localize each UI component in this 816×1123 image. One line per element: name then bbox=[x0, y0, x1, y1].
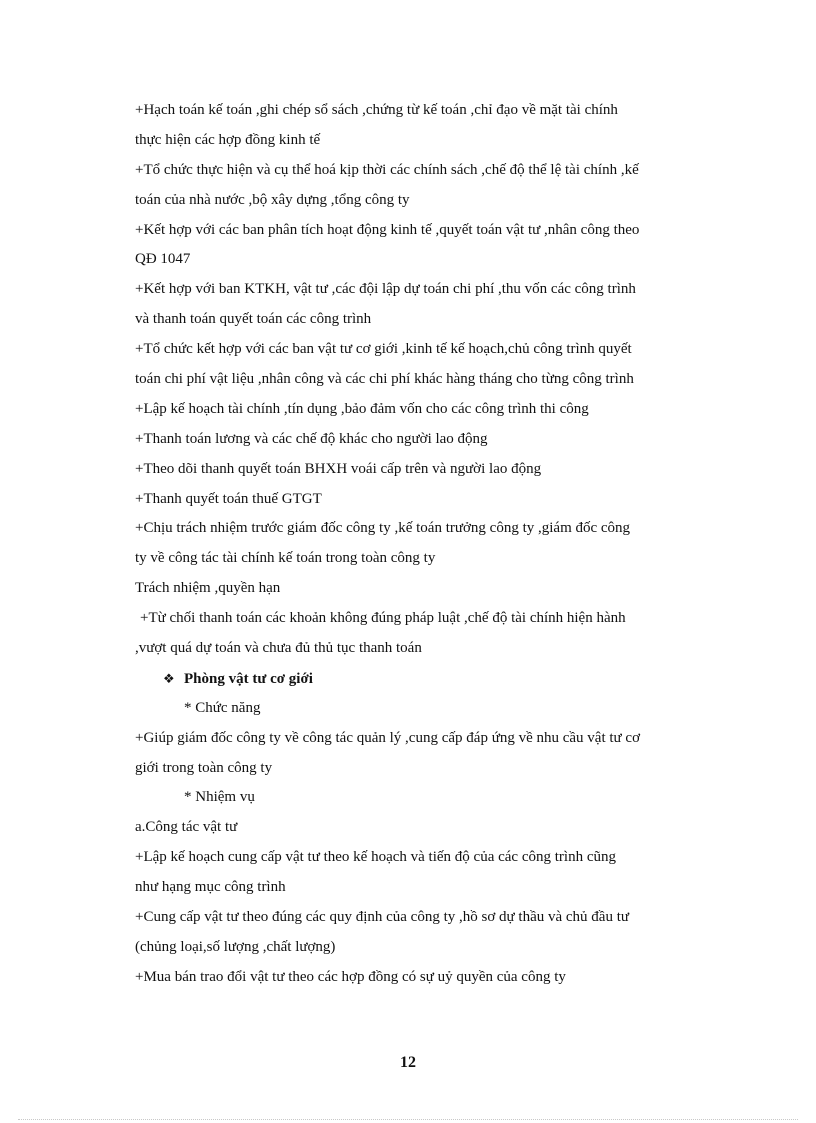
paragraph-line: +Cung cấp vật tư theo đúng các quy định của công ty ,hồ sơ dự thầu và chủ đầu tư bbox=[135, 909, 630, 926]
paragraph-line: thực hiện các hợp đồng kinh tế bbox=[135, 131, 321, 148]
paragraph-line: QĐ 1047 bbox=[135, 251, 191, 268]
duty-subheading: a.Công tác vật tư bbox=[135, 819, 238, 836]
paragraph-line: +Lập kế hoạch tài chính ,tín dụng ,bảo đảm vốn cho các công trình thi công bbox=[135, 400, 589, 417]
page-number: 12 bbox=[400, 1054, 416, 1071]
page-bottom-divider bbox=[18, 1119, 798, 1120]
diamond-bullet-icon: ❖ bbox=[163, 670, 175, 686]
paragraph-line: (chủng loại,số lượng ,chất lượng) bbox=[135, 938, 336, 955]
paragraph-line: ,vượt quá dự toán và chưa đủ thủ tục thanh toán bbox=[135, 640, 422, 657]
function-label: * Chức năng bbox=[184, 699, 261, 716]
paragraph-line: +Thanh toán lương và các chế độ khác cho người lao động bbox=[135, 430, 488, 447]
duty-label: * Nhiệm vụ bbox=[184, 789, 255, 806]
paragraph-line: +Theo dõi thanh quyết toán BHXH voái cấp trên và người lao động bbox=[135, 460, 542, 477]
paragraph-line: toán chi phí vật liệu ,nhân công và các chi phí khác hàng tháng cho từng công trình bbox=[135, 371, 634, 388]
paragraph-line: +Mua bán trao đổi vật tư theo các hợp đồng có sự uỷ quyền của công ty bbox=[135, 968, 566, 985]
paragraph-line: ty về công tác tài chính kế toán trong toàn công ty bbox=[135, 550, 436, 567]
paragraph-line: +Kết hợp với ban KTKH, vật tư ,các đội lập dự toán chi phí ,thu vốn các công trình bbox=[135, 281, 636, 298]
page-body bbox=[135, 96, 745, 993]
paragraph-line: như hạng mục công trình bbox=[135, 879, 286, 896]
paragraph-line: và thanh toán quyết toán các công trình bbox=[135, 311, 372, 328]
paragraph-line: +Chịu trách nhiệm trước giám đốc công ty ,kế toán trưởng công ty ,giám đốc công bbox=[135, 520, 631, 537]
paragraph-line: +Hạch toán kế toán ,ghi chép sổ sách ,chứng từ kế toán ,chỉ đạo về mặt tài chính bbox=[135, 102, 618, 118]
paragraph-line: giới trong toàn công ty bbox=[135, 759, 273, 776]
paragraph-line: +Kết hợp với các ban phân tích hoạt động kinh tế ,quyết toán vật tư ,nhân công theo bbox=[135, 221, 640, 238]
paragraph-line: +Thanh quyết toán thuế GTGT bbox=[135, 490, 322, 507]
paragraph-line: +Tổ chức kết hợp với các ban vật tư cơ giới ,kinh tế kế hoạch,chủ công trình quyết bbox=[135, 341, 632, 358]
subheading: Trách nhiệm ,quyền hạn bbox=[135, 580, 281, 597]
paragraph-line: +Tổ chức thực hiện và cụ thể hoá kịp thời các chính sách ,chế độ thể lệ tài chính ,kế bbox=[135, 161, 639, 178]
paragraph-line: toán của nhà nước ,bộ xây dựng ,tổng công ty bbox=[135, 191, 410, 208]
paragraph-line: +Từ chối thanh toán các khoản không đúng pháp luật ,chế độ tài chính hiện hành bbox=[140, 610, 626, 627]
section-heading bbox=[135, 664, 745, 694]
paragraph-line: +Lập kế hoạch cung cấp vật tư theo kế hoạch và tiến độ của các công trình cũng bbox=[135, 849, 616, 866]
paragraph-line: +Giúp giám đốc công ty về công tác quản lý ,cung cấp đáp ứng về nhu cầu vật tư cơ bbox=[135, 729, 641, 746]
section-title: Phòng vật tư cơ giới bbox=[184, 670, 313, 687]
